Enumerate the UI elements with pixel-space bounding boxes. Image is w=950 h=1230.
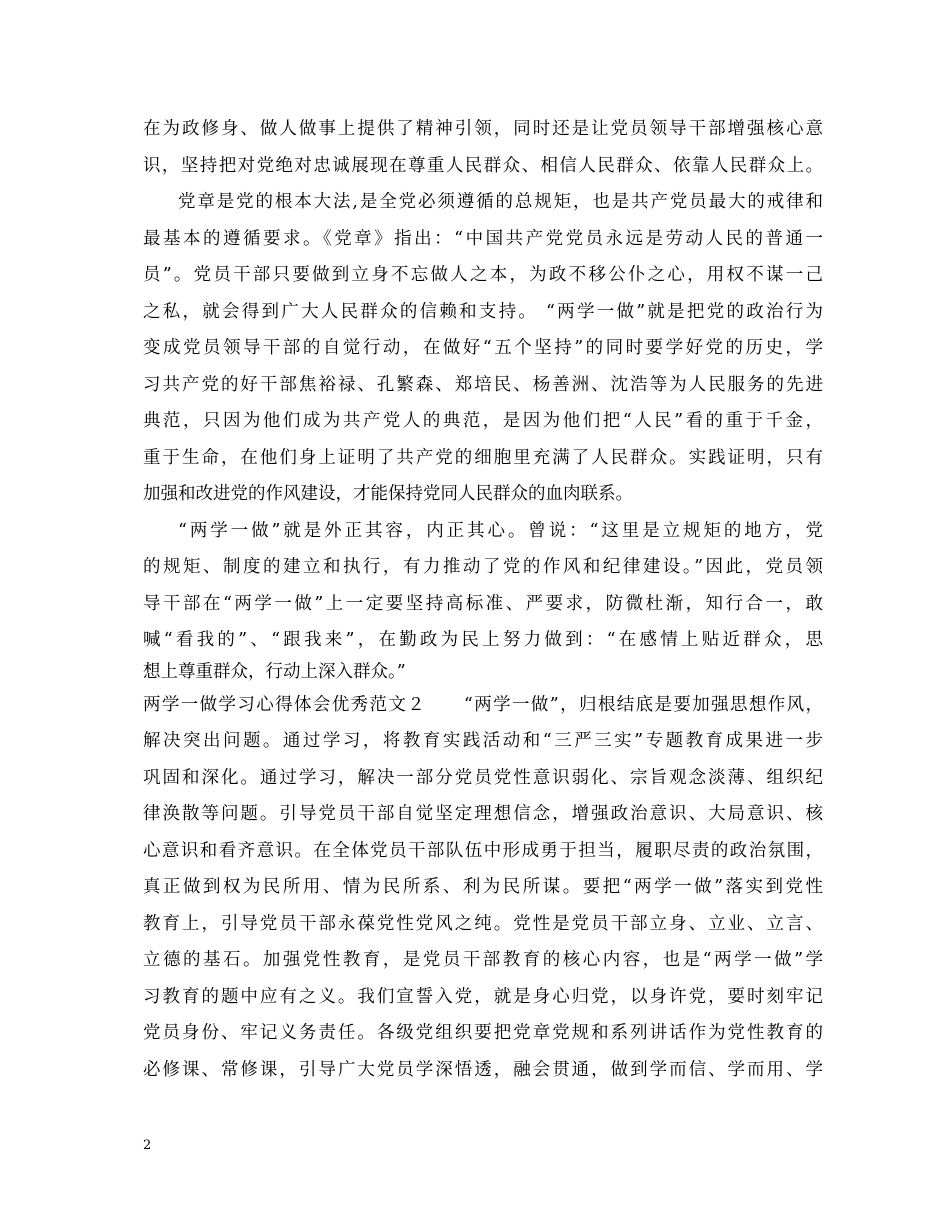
text-line: 员”。党员干部只要做到立身不忘做人之本，为政不移公仆之心，用权不谋一己 — [143, 265, 823, 285]
text-line: 变成党员领导干部的自觉行动，在做好“五个坚持”的同时要学好党的历史，学 — [143, 338, 823, 358]
text-line: 两学一做学习心得体会优秀范文２ “两学一做”，归根结底是要加强思想作风， — [143, 695, 823, 715]
text-line: 真正做到权为民所用、情为民所系、利为民所谋。要把“两学一做”落实到党性 — [143, 877, 823, 897]
page-number: 2 — [143, 1138, 152, 1153]
text-line: 典范，只因为他们成为共产党人的典范，是因为他们把“人民”看的重于千金， — [143, 411, 823, 431]
text-line: 习共产党的好干部焦裕禄、孔繁森、郑培民、杨善洲、沈浩等为人民服务的先进 — [143, 375, 823, 395]
text-line: 识，坚持把对党绝对忠诚展现在尊重人民群众、相信人民群众、依靠人民群众上。 — [143, 156, 823, 176]
text-line: 立德的基石。加强党性教育，是党员干部教育的核心内容，也是“两学一做”学 — [143, 950, 823, 970]
text-line: 巩固和深化。通过学习，解决一部分党员党性意识弱化、宗旨观念淡薄、组织纪 — [143, 768, 823, 788]
text-line: 喊“看我的”、“跟我来”，在勤政为民上努力做到：“在感情上贴近群众，思 — [143, 630, 823, 650]
text-line: 律涣散等问题。引导党员干部自觉坚定理想信念，增强政治意识、大局意识、核 — [143, 804, 823, 824]
text-line: 导干部在“两学一做”上一定要坚持高标准、严要求，防微杜渐，知行合一，敢 — [143, 594, 823, 614]
text-line: 解决突出问题。通过学习，将教育实践活动和“三严三实”专题教育成果进一步 — [143, 731, 823, 751]
text-line: 在为政修身、做人做事上提供了精神引领，同时还是让党员领导干部增强核心意 — [143, 119, 823, 139]
text-line: 重于生命，在他们身上证明了共产党的细胞里充满了人民群众。实践证明，只有 — [143, 448, 823, 468]
text-line: 党员身份、牢记义务责任。各级党组织要把党章党规和系列讲话作为党性教育的 — [143, 1023, 823, 1043]
text-line: 必修课、常修课，引导广大党员学深悟透，融会贯通，做到学而信、学而用、学 — [143, 1060, 823, 1080]
text-line: 党章是党的根本大法,是全党必须遵循的总规矩，也是共产党员最大的戒律和 — [178, 192, 823, 212]
text-line: “两学一做”就是外正其容，内正其心。曾说：“这里是立规矩的地方，党 — [178, 521, 823, 541]
text-line: 习教育的题中应有之义。我们宣誓入党，就是身心归党，以身许党，要时刻牢记 — [143, 987, 823, 1007]
text-line: 之私，就会得到广大人民群众的信赖和支持。 “两学一做”就是把党的政治行为 — [143, 302, 823, 322]
text-line: 心意识和看齐意识。在全体党员干部队伍中形成勇于担当，履职尽责的政治氛围， — [143, 841, 823, 861]
text-line: 想上尊重群众，行动上深入群众。” — [143, 662, 406, 682]
text-line: 最基本的遵循要求。《党章》指出：“中国共产党党员永远是劳动人民的普通一 — [143, 229, 823, 249]
text-line: 加强和改进党的作风建设，才能保持党同人民群众的血肉联系。 — [143, 484, 633, 504]
text-line: 的规矩、制度的建立和执行，有力推动了党的作风和纪律建设。”因此，党员领 — [143, 557, 823, 577]
text-line: 教育上，引导党员干部永葆党性党风之纯。党性是党员干部立身、立业、立言、 — [143, 914, 823, 934]
